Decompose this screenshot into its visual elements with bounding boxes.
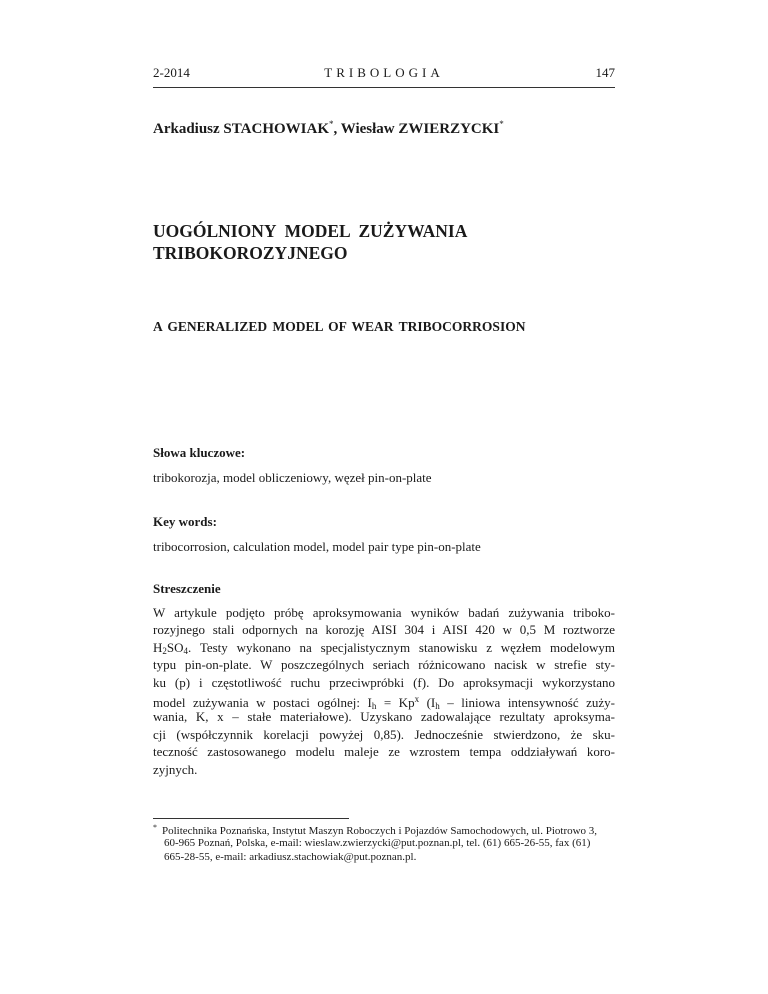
author-name: Arkadiusz STACHOWIAK [153, 121, 330, 137]
abstract-line: teczność zastosowanego modelu maleje ze wzrostem tempa oddziaływań koro- [153, 744, 615, 760]
running-header [153, 65, 615, 88]
abstract-line: zyjnych. [153, 761, 198, 777]
footnote-mark: * [499, 119, 504, 129]
keywords-pl-heading: Słowa kluczowe: [153, 445, 246, 460]
abstract-line: typu pin-on-plate. W poszczególnych seriach różnicowano nacisk w strefie sty- [153, 657, 615, 673]
abstract-line: rozyjnego stali odpornych na korozję AISI 304 i AISI 420 w 0,5 M roztworze [153, 622, 615, 638]
abstract-line: ku (p) i częstotliwość ruchu przeciwpróbki (f). Do aproksymacji wykorzystano [153, 674, 615, 690]
keywords-en-text: tribocorrosion, calculation model, model pair type pin-on-plate [153, 539, 481, 554]
author-name: Wiesław ZWIERZYCKI [340, 121, 500, 137]
keywords-en-heading: Key words: [153, 514, 217, 529]
footnote-line: 665-28-55, e-mail: arkadiusz.stachowiak@put.poznan.pl. [164, 851, 417, 863]
title-line: TRIBOKOROZYJNEGO [153, 243, 348, 263]
affiliation-footnote [153, 821, 615, 865]
page-number: 147 [595, 65, 615, 80]
abstract-line: model zużywania w postaci ogólnej: $I_h = Kp^x$ ($I_h$ – liniowa intensywność zuży- [153, 693, 615, 711]
abstract-line: wania, K, x – stałe materiałowe). Uzyskano zadowalające rezultaty aproksyma- [153, 709, 615, 725]
keywords-pl-text: tribokorozja, model obliczeniowy, węzeł pin-on-plate [153, 470, 432, 485]
footnote-mark: * [153, 823, 157, 832]
author-separator: , [333, 121, 338, 137]
issue-number: 2-2014 [153, 65, 190, 80]
journal-name: TRIBOLOGIA [324, 65, 444, 80]
footnote-line: 60-965 Poznań, Polska, e-mail: wieslaw.zwierzycki@put.poznan.pl, tel. (61) 665-26-55, fax (61) [164, 836, 591, 849]
footnote-divider [153, 818, 349, 819]
abstract-line: $H_2SO_4$. Testy wykonano na specjalistycznym stanowisku z węzłem modelowym [153, 639, 615, 656]
footnote-line: * Politechnika Poznańska, Instytut Maszyn Roboczych i Pojazdów Samochodowych, ul. Piotrowo 3, [153, 823, 598, 837]
abstract-line: W artykule podjęto próbę aproksymowania wyników badań zużywania triboko- [153, 605, 615, 620]
abstract-body [153, 604, 615, 778]
paper-title-english: A GENERALIZED MODEL OF WEAR TRIBOCORROSION [153, 319, 526, 334]
abstract-line: cji (współczynnik korelacji powyżej 0,85). Jednocześnie stwierdzono, że sku- [153, 726, 615, 742]
author-list [153, 119, 504, 138]
abstract-heading: Streszczenie [153, 581, 221, 596]
footnote-mark: * [329, 119, 334, 129]
title-line: UOGÓLNIONY MODEL ZUŻYWANIA [153, 221, 468, 241]
paper-title-polish [153, 220, 615, 264]
